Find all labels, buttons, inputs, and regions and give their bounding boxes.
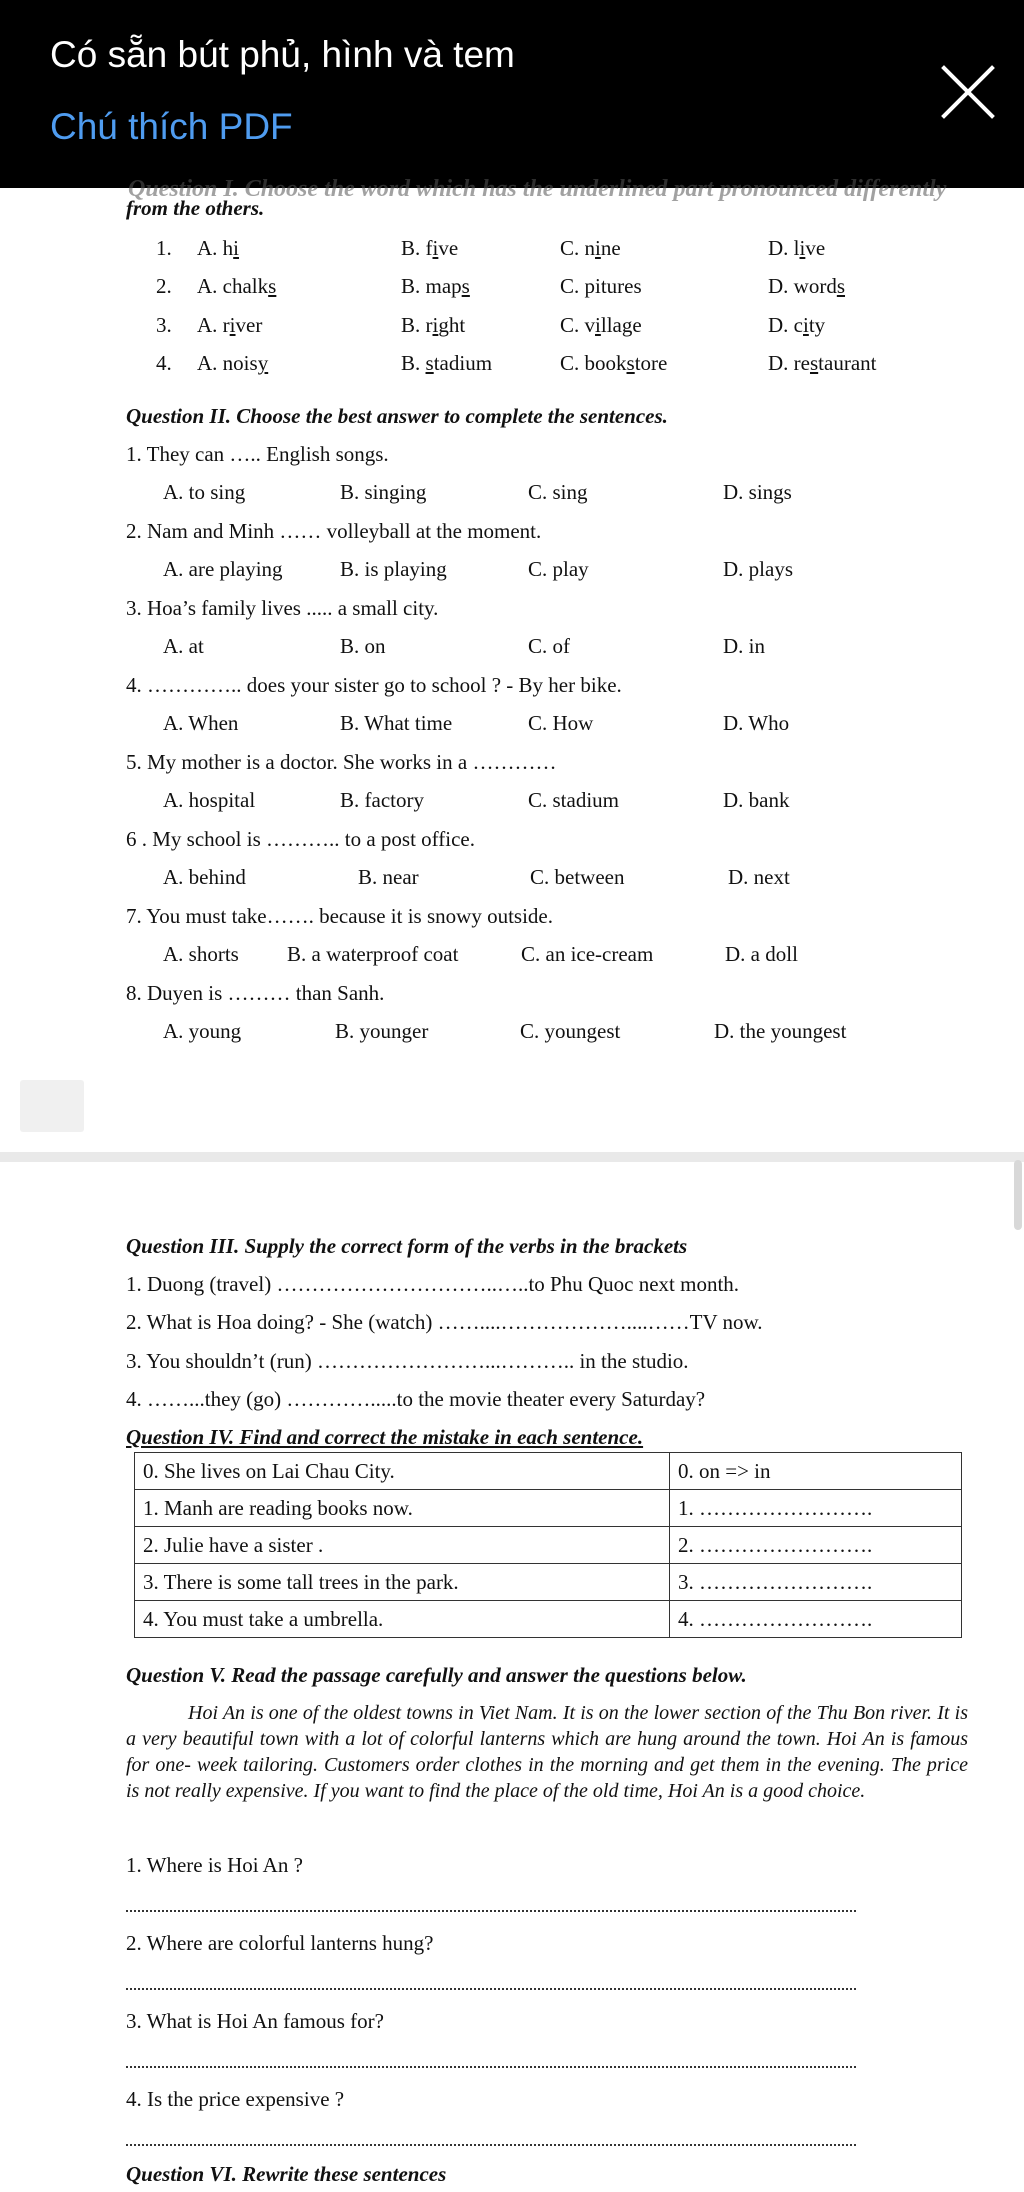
q1-option-part: i xyxy=(803,313,809,337)
q1-option-part: B. map xyxy=(401,274,462,298)
q2-option: C. youngest xyxy=(520,1019,621,1043)
q1-option-part: B. f xyxy=(401,236,433,260)
q2-option: C. How xyxy=(528,711,594,735)
q4-sentence: 2. Julie have a sister . xyxy=(135,1527,670,1564)
q1-option xyxy=(768,236,825,261)
q2-option: C. an ice-cream xyxy=(521,942,654,966)
q1-option-part: D. word xyxy=(768,274,837,298)
q1-option-part: i xyxy=(799,236,806,260)
q1-option-part: B. r xyxy=(401,313,433,337)
answer-line xyxy=(126,1988,856,1990)
q4-sentence: 1. Manh are reading books now. xyxy=(135,1490,670,1527)
table-row xyxy=(135,1601,962,1638)
q2-option: A. behind xyxy=(163,865,246,889)
q1-option-part: D. re xyxy=(768,351,810,375)
q1-row-number: 2. xyxy=(156,274,172,298)
q2-option: B. younger xyxy=(335,1019,429,1043)
q1-row-number: 4. xyxy=(156,351,172,375)
answer-line xyxy=(126,2066,856,2068)
q2-option: A. shorts xyxy=(163,942,239,966)
q1-option-part: s xyxy=(461,274,470,298)
q1-option-part: llage xyxy=(600,313,642,337)
q4-sentence: 0. She lives on Lai Chau City. xyxy=(135,1453,670,1490)
q2-option: D. in xyxy=(723,634,765,658)
q2-sentence: 8. Duyen is ……… than Sanh. xyxy=(126,981,385,1005)
q1-option xyxy=(197,351,268,376)
q1-option-part: C. v xyxy=(560,313,596,337)
q2-option: C. between xyxy=(530,865,625,889)
q1-option-part: s xyxy=(626,351,635,375)
q2-option: D. a doll xyxy=(725,942,798,966)
q1-option-part: ve xyxy=(438,236,459,260)
q2-option: D. next xyxy=(728,865,790,889)
q4-answer: 0. on => in xyxy=(670,1453,962,1490)
q1-option-part: s xyxy=(836,274,846,298)
q5-question: 2. Where are colorful lanterns hung? xyxy=(126,1931,434,1955)
q2-option: C. sing xyxy=(528,480,588,504)
q1-option-part: s xyxy=(809,351,819,375)
q2-sentence: 1. They can ….. English songs. xyxy=(126,442,389,466)
q2-option: A. to sing xyxy=(163,480,246,504)
q1-option-part: B. xyxy=(401,351,426,375)
answer-line xyxy=(126,2144,856,2146)
q4-answer: 2. ……………………. xyxy=(670,1527,962,1564)
q2-option: A. hospital xyxy=(163,788,256,812)
q2-option: B. on xyxy=(340,634,386,658)
overlay-title: Có sẵn bút phủ, hình và tem xyxy=(50,34,515,75)
q3-item: 2. What is Hoa doing? - She (watch) ……....………………....……TV now. xyxy=(126,1310,763,1334)
q1-option-part: ght xyxy=(438,313,466,337)
q1-option xyxy=(401,351,492,376)
q2-option: B. What time xyxy=(340,711,453,735)
q1-option-part: i xyxy=(595,313,601,337)
q1-option xyxy=(560,274,642,299)
q1-option-part: D. l xyxy=(768,236,800,260)
q1-option xyxy=(197,313,262,338)
q1-option-part: s xyxy=(425,351,434,375)
q2-option: D. sings xyxy=(723,480,792,504)
q5-question: 1. Where is Hoi An ? xyxy=(126,1853,303,1877)
q1-row-number: 3. xyxy=(156,313,172,337)
q1-option-part: C. pitures xyxy=(560,274,642,298)
q1-option-part: A. r xyxy=(197,313,230,337)
q1-option-part: ve xyxy=(805,236,826,260)
q2-option: C. of xyxy=(528,634,570,658)
q4-sentence: 4. You must take a umbrella. xyxy=(135,1601,670,1638)
q2-option: B. a waterproof coat xyxy=(287,942,459,966)
q2-option: B. is playing xyxy=(340,557,447,581)
page-thumbnail[interactable] xyxy=(20,1080,84,1132)
q1-option-part: y xyxy=(257,351,269,375)
q1-option xyxy=(560,236,621,261)
q1-option xyxy=(768,351,876,376)
q2-option: B. singing xyxy=(340,480,427,504)
q4-answer: 4. ……………………. xyxy=(670,1601,962,1638)
q1-option-part: i xyxy=(595,236,601,260)
q2-sentence: 3. Hoa’s family lives ..... a small city. xyxy=(126,596,439,620)
q5-question: 4. Is the price expensive ? xyxy=(126,2087,345,2111)
table-row xyxy=(135,1564,962,1601)
q4-answer: 1. ……………………. xyxy=(670,1490,962,1527)
q1-option-part: i xyxy=(432,313,439,337)
q2-option: C. play xyxy=(528,557,589,581)
q3-item: 3. You shouldn’t (run) ……………………...……….. in the studio. xyxy=(126,1349,689,1373)
q1-option-part: C. n xyxy=(560,236,596,260)
page-separator xyxy=(0,1152,1024,1162)
q5-heading: Question V. Read the passage carefully and answer the questions below. xyxy=(126,1663,747,1687)
q2-sentence: 7. You must take……. because it is snowy outside. xyxy=(126,904,553,928)
q1-option xyxy=(768,313,825,338)
q2-option: A. young xyxy=(163,1019,242,1043)
q1-option-part: ty xyxy=(808,313,826,337)
q2-option: D. bank xyxy=(723,788,790,812)
scrollbar[interactable] xyxy=(1014,1160,1022,1230)
q1-option xyxy=(197,274,276,299)
q1-option xyxy=(560,351,667,376)
q2-option: B. factory xyxy=(340,788,424,812)
pdf-annotation-link[interactable]: Chú thích PDF xyxy=(50,106,293,147)
q1-option-part: A. h xyxy=(197,236,234,260)
q1-option-part: A. chalk xyxy=(197,274,269,298)
q3-item: 1. Duong (travel) …………………………..…..to Phu Quoc next month. xyxy=(126,1272,740,1296)
q2-heading: Question II. Choose the best answer to complete the sentences. xyxy=(126,404,668,428)
q5-passage-text: Hoi An is one of the oldest towns in Viet Nam. It is on the lower section of the Thu Bon river. It is a very beautiful town with a lot of colorful lanterns which are hung around the town. Hoi An is famous for one- week tailoring. Customers order clothes in the morning and get them in the evening. The price is not really expensive. If you want to find the place of the old time, Hoi An is a good choice. xyxy=(126,1702,968,1802)
q2-option: D. Who xyxy=(723,711,790,735)
faded-heading: Question I. Choose the word which has the underlined part pronounced differently xyxy=(128,176,947,202)
q1-option-part: i xyxy=(233,236,240,260)
q2-option: A. When xyxy=(163,711,239,735)
q1-option xyxy=(560,313,642,338)
q1-option-part: ver xyxy=(235,313,263,337)
q3-item: 4. ……...they (go) ………….....to the movie theater every Saturday? xyxy=(126,1387,706,1411)
q2-sentence: 2. Nam and Minh …… volleyball at the moment. xyxy=(126,519,542,543)
q3-heading: Question III. Supply the correct form of the verbs in the brackets xyxy=(126,1234,688,1258)
q6-heading: Question VI. Rewrite these sentences xyxy=(126,2162,447,2186)
q1-option-part: i xyxy=(432,236,439,260)
table-row xyxy=(135,1527,962,1564)
table-row xyxy=(135,1453,962,1490)
q2-option: B. near xyxy=(358,865,419,889)
q5-question: 3. What is Hoi An famous for? xyxy=(126,2009,384,2033)
q1-option-part: ne xyxy=(600,236,621,260)
q1-option-part: C. book xyxy=(560,351,627,375)
q1-option-part: taurant xyxy=(818,351,877,375)
q2-option: D. plays xyxy=(723,557,793,581)
q1-option-part: tadium xyxy=(433,351,493,375)
table-row xyxy=(135,1490,962,1527)
close-icon[interactable] xyxy=(938,62,998,122)
q1-heading-continuation: from the others. xyxy=(126,196,265,220)
q4-heading: Question IV. Find and correct the mistake in each sentence. xyxy=(126,1425,644,1449)
q1-option-part: A. nois xyxy=(197,351,258,375)
q4-table xyxy=(134,1452,962,1638)
q4-sentence: 3. There is some tall trees in the park. xyxy=(135,1564,670,1601)
q2-option: A. at xyxy=(163,634,204,658)
q1-option xyxy=(401,313,465,338)
q1-row-number: 1. xyxy=(156,236,172,260)
q1-option-part: D. c xyxy=(768,313,803,337)
q1-option xyxy=(401,236,458,261)
answer-line xyxy=(126,1910,856,1912)
q1-option xyxy=(401,274,470,299)
q2-sentence: 6 . My school is ……….. to a post office. xyxy=(126,827,476,851)
q2-option: D. the youngest xyxy=(714,1019,847,1043)
q2-sentence: 4. ………….. does your sister go to school ? - By her bike. xyxy=(126,673,622,697)
q2-option: A. are playing xyxy=(163,557,283,581)
q1-option-part: i xyxy=(229,313,236,337)
q4-answer: 3. ……………………. xyxy=(670,1564,962,1601)
q1-option-part: s xyxy=(268,274,277,298)
q5-passage xyxy=(126,1700,968,1804)
q1-option xyxy=(768,274,845,299)
q2-sentence: 5. My mother is a doctor. She works in a ………… xyxy=(126,750,557,774)
q1-option-part: tore xyxy=(634,351,668,375)
q1-option xyxy=(197,236,239,261)
q2-option: C. stadium xyxy=(528,788,620,812)
